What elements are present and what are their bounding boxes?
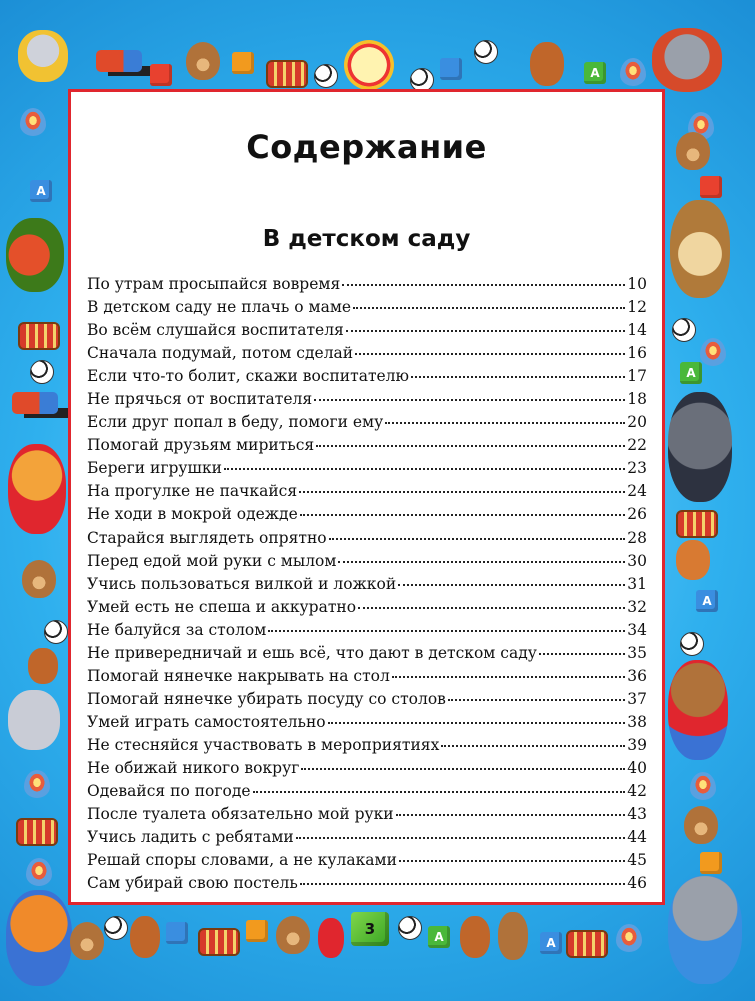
- toc-entry-title: Перед едой мой руки с мылом: [87, 551, 337, 570]
- bear-icon: [498, 912, 528, 960]
- toc-entry[interactable]: [87, 828, 647, 851]
- toc-entry[interactable]: [87, 367, 647, 390]
- toc-entry-title: Учись ладить с ребятами: [87, 828, 294, 847]
- toc-entry-title: Не ходи в мокрой одежде: [87, 505, 298, 524]
- bear-icon: [70, 922, 104, 960]
- toy-cube-icon: А: [540, 932, 562, 954]
- toc-entry-title: На прогулке не пачкайся: [87, 482, 298, 501]
- toc-entry[interactable]: [87, 552, 647, 575]
- dot-leader: [316, 445, 625, 447]
- toc-entry-page: 16: [627, 344, 647, 363]
- dot-leader: [411, 376, 625, 378]
- toc-entry-page: 26: [627, 505, 647, 524]
- toc-entry-page: 42: [627, 782, 647, 801]
- spinning-top-icon: [700, 338, 726, 366]
- cricket-icon: [6, 218, 64, 292]
- dog-icon: [28, 648, 58, 684]
- dot-leader: [392, 676, 625, 678]
- toc-entry[interactable]: [87, 413, 647, 436]
- toc-entry-page: 30: [627, 551, 647, 570]
- toc-entry-page: 32: [627, 597, 647, 616]
- soccer-ball-icon: [680, 632, 704, 656]
- toc-entry-title: Сначала подумай, потом сделай: [87, 344, 354, 363]
- dot-leader: [355, 353, 625, 355]
- toc-entry-title: В детском саду не плачь о маме: [87, 298, 352, 317]
- toc-entry[interactable]: [87, 598, 647, 621]
- dot-leader: [358, 607, 625, 609]
- dot-leader: [539, 653, 625, 655]
- toy-cube-icon: [246, 920, 268, 942]
- toc-entry-page: 14: [627, 321, 647, 340]
- toc-entry-page: 17: [627, 367, 647, 386]
- drum-icon: [18, 322, 60, 350]
- toc-entry-page: 23: [627, 459, 647, 478]
- soccer-ball-icon: [104, 916, 128, 940]
- soccer-ball-icon: [398, 916, 422, 940]
- drum-icon: [16, 818, 58, 846]
- dot-leader: [396, 814, 626, 816]
- dot-leader: [253, 791, 626, 793]
- bear-icon: [186, 42, 220, 80]
- toc-entry-page: 46: [627, 874, 647, 893]
- dot-leader: [342, 284, 625, 286]
- toc-entry-title: Береги игрушки: [87, 459, 222, 478]
- toc-entry-page: 38: [627, 712, 647, 731]
- toc-entry[interactable]: [87, 275, 647, 298]
- soccer-ball-icon: [44, 620, 68, 644]
- bear-icon: [22, 560, 56, 598]
- toc-entry[interactable]: [87, 667, 647, 690]
- toc-entry-page: 35: [627, 643, 647, 662]
- toc-entry[interactable]: [87, 482, 647, 505]
- dot-leader: [398, 584, 625, 586]
- toc-entry-title: Помогай нянечке убирать посуду со столов: [87, 689, 446, 708]
- toc-entry-page: 45: [627, 851, 647, 870]
- dog-icon: [530, 42, 564, 86]
- toc-entry-page: 12: [627, 298, 647, 317]
- toy-cube-icon: A: [584, 62, 606, 84]
- contents-page: [68, 89, 665, 905]
- dot-leader: [329, 538, 626, 540]
- train-icon: [96, 50, 142, 72]
- toc-entry-page: 36: [627, 666, 647, 685]
- toc-entry[interactable]: [87, 759, 647, 782]
- toc-entry[interactable]: [87, 390, 647, 413]
- toc-entry[interactable]: [87, 690, 647, 713]
- toc-entry-title: Во всём слушайся воспитателя: [87, 321, 344, 340]
- dot-leader: [328, 722, 626, 724]
- toc-entry-page: 28: [627, 528, 647, 547]
- toy-cube-icon: [700, 176, 722, 198]
- soccer-ball-icon: [474, 40, 498, 64]
- toc-entry[interactable]: [87, 621, 647, 644]
- cat-icon: [8, 444, 66, 534]
- toc-entry-page: 22: [627, 436, 647, 455]
- dot-leader: [441, 745, 625, 747]
- spinning-top-icon: [24, 770, 50, 798]
- toy-figure-icon: [318, 918, 344, 958]
- bear-icon: [276, 916, 310, 954]
- toc-entry[interactable]: [87, 575, 647, 598]
- toc-entry-title: Одевайся по погоде: [87, 782, 251, 801]
- soccer-ball-icon: [314, 64, 338, 88]
- toy-cube-icon: А: [30, 180, 52, 202]
- toc-entry-title: Не балуйся за столом: [87, 620, 267, 639]
- toc-entry[interactable]: [87, 505, 647, 528]
- drum-icon: [676, 510, 718, 538]
- cat-icon: [652, 28, 722, 92]
- toc-entry-title: Не обижай никого вокруг: [87, 758, 300, 777]
- toy-cube-icon: А: [428, 926, 450, 948]
- toc-entry-title: Учись пользоваться вилкой и ложкой: [87, 574, 397, 593]
- soccer-ball-icon: [30, 360, 54, 384]
- toc-entry[interactable]: [87, 436, 647, 459]
- dog-icon: [460, 916, 490, 958]
- toy-cube-icon: [232, 52, 254, 74]
- toy-cube-icon: [150, 64, 172, 86]
- dog-icon: [676, 540, 710, 580]
- train-icon: [12, 392, 58, 414]
- toc-entry[interactable]: [87, 782, 647, 805]
- mouse-icon: [8, 690, 60, 750]
- toc-entry[interactable]: [87, 459, 647, 482]
- toc-entry-title: Старайся выглядеть опрятно: [87, 528, 327, 547]
- toc-entry-title: По утрам просыпайся вовремя: [87, 275, 341, 293]
- toc-entry-title: Если друг попал в беду, помоги ему: [87, 413, 384, 432]
- spinning-top-icon: [620, 58, 646, 86]
- toc-entry-title: Не прячься от воспитателя: [87, 390, 313, 409]
- toc-entry-title: Сам убирай свою постель: [87, 874, 298, 893]
- crow-icon: [668, 392, 732, 502]
- soccer-ball-icon: [672, 318, 696, 342]
- page-number: 3: [351, 912, 389, 946]
- toc-entry-page: 18: [627, 390, 647, 409]
- bear-icon: [668, 660, 728, 760]
- drum-icon: [266, 60, 308, 88]
- toc-entry-title: Помогай друзьям мириться: [87, 436, 315, 455]
- clock-icon: [344, 40, 394, 90]
- toy-cube-icon: [166, 922, 188, 944]
- dot-leader: [353, 307, 625, 309]
- owl-icon: [670, 200, 730, 298]
- toc-entry[interactable]: [87, 298, 647, 321]
- toc-entry-page: 40: [627, 758, 647, 777]
- dot-leader: [385, 422, 625, 424]
- spinning-top-icon: [616, 924, 642, 952]
- toc-entry-page: 20: [627, 413, 647, 432]
- table-of-contents: [87, 275, 647, 897]
- toc-entry-title: Не стесняйся участвовать в мероприятиях: [87, 735, 440, 754]
- toy-cube-icon: [440, 58, 462, 80]
- toy-cube-icon: А: [696, 590, 718, 612]
- dot-leader: [338, 561, 625, 563]
- dot-leader: [314, 399, 625, 401]
- dot-leader: [399, 860, 625, 862]
- toc-entry-title: Если что-то болит, скажи воспитателю: [87, 367, 410, 386]
- dot-leader: [301, 768, 625, 770]
- wolf-icon: [668, 876, 742, 984]
- toc-entry-page: 39: [627, 735, 647, 754]
- spinning-top-icon: [20, 108, 46, 136]
- dot-leader: [299, 491, 625, 493]
- dot-leader: [346, 330, 625, 332]
- toc-entry-page: 31: [627, 574, 647, 593]
- toc-entry-title: Помогай нянечке накрывать на стол: [87, 666, 390, 685]
- toy-cube-icon: [700, 852, 722, 874]
- spinning-top-icon: [690, 772, 716, 800]
- dot-leader: [300, 514, 626, 516]
- toc-entry-page: 44: [627, 828, 647, 847]
- toc-entry-title: Решай споры словами, а не кулаками: [87, 851, 397, 870]
- toc-entry[interactable]: [87, 344, 647, 367]
- bear-icon: [676, 132, 710, 170]
- section-title: В детском саду: [262, 226, 471, 252]
- drum-icon: [198, 928, 240, 956]
- toc-entry-title: Не привередничай и ешь всё, что дают в детском саду: [87, 643, 537, 662]
- toc-entry[interactable]: [87, 736, 647, 759]
- toc-entry-page: 37: [627, 689, 647, 708]
- toc-entry-title: Умей играть самостоятельно: [87, 712, 326, 731]
- spinning-top-icon: [26, 858, 52, 886]
- toc-entry-title: После туалета обязательно мой руки: [87, 805, 394, 824]
- bear-icon: [684, 806, 718, 844]
- dog-icon: [130, 916, 160, 958]
- toc-entry[interactable]: [87, 874, 647, 897]
- page-title: Содержание: [246, 128, 487, 166]
- toc-entry-page: 24: [627, 482, 647, 501]
- dot-leader: [448, 699, 625, 701]
- dot-leader: [300, 883, 625, 885]
- dot-leader: [224, 468, 625, 470]
- toc-entry[interactable]: [87, 644, 647, 667]
- toc-entry[interactable]: [87, 805, 647, 828]
- dot-leader: [296, 837, 626, 839]
- drum-icon: [566, 930, 608, 958]
- toc-entry[interactable]: [87, 321, 647, 344]
- toc-entry[interactable]: [87, 713, 647, 736]
- toc-entry-page: 43: [627, 805, 647, 824]
- toc-entry[interactable]: [87, 851, 647, 874]
- mouse-icon: [18, 30, 68, 82]
- fox-icon: [6, 890, 72, 986]
- toc-entry-page: 10: [627, 275, 647, 293]
- toc-entry[interactable]: [87, 529, 647, 552]
- toc-entry-page: 34: [627, 620, 647, 639]
- dot-leader: [268, 630, 625, 632]
- toy-cube-icon: А: [680, 362, 702, 384]
- toc-entry-title: Умей есть не спеша и аккуратно: [87, 597, 357, 616]
